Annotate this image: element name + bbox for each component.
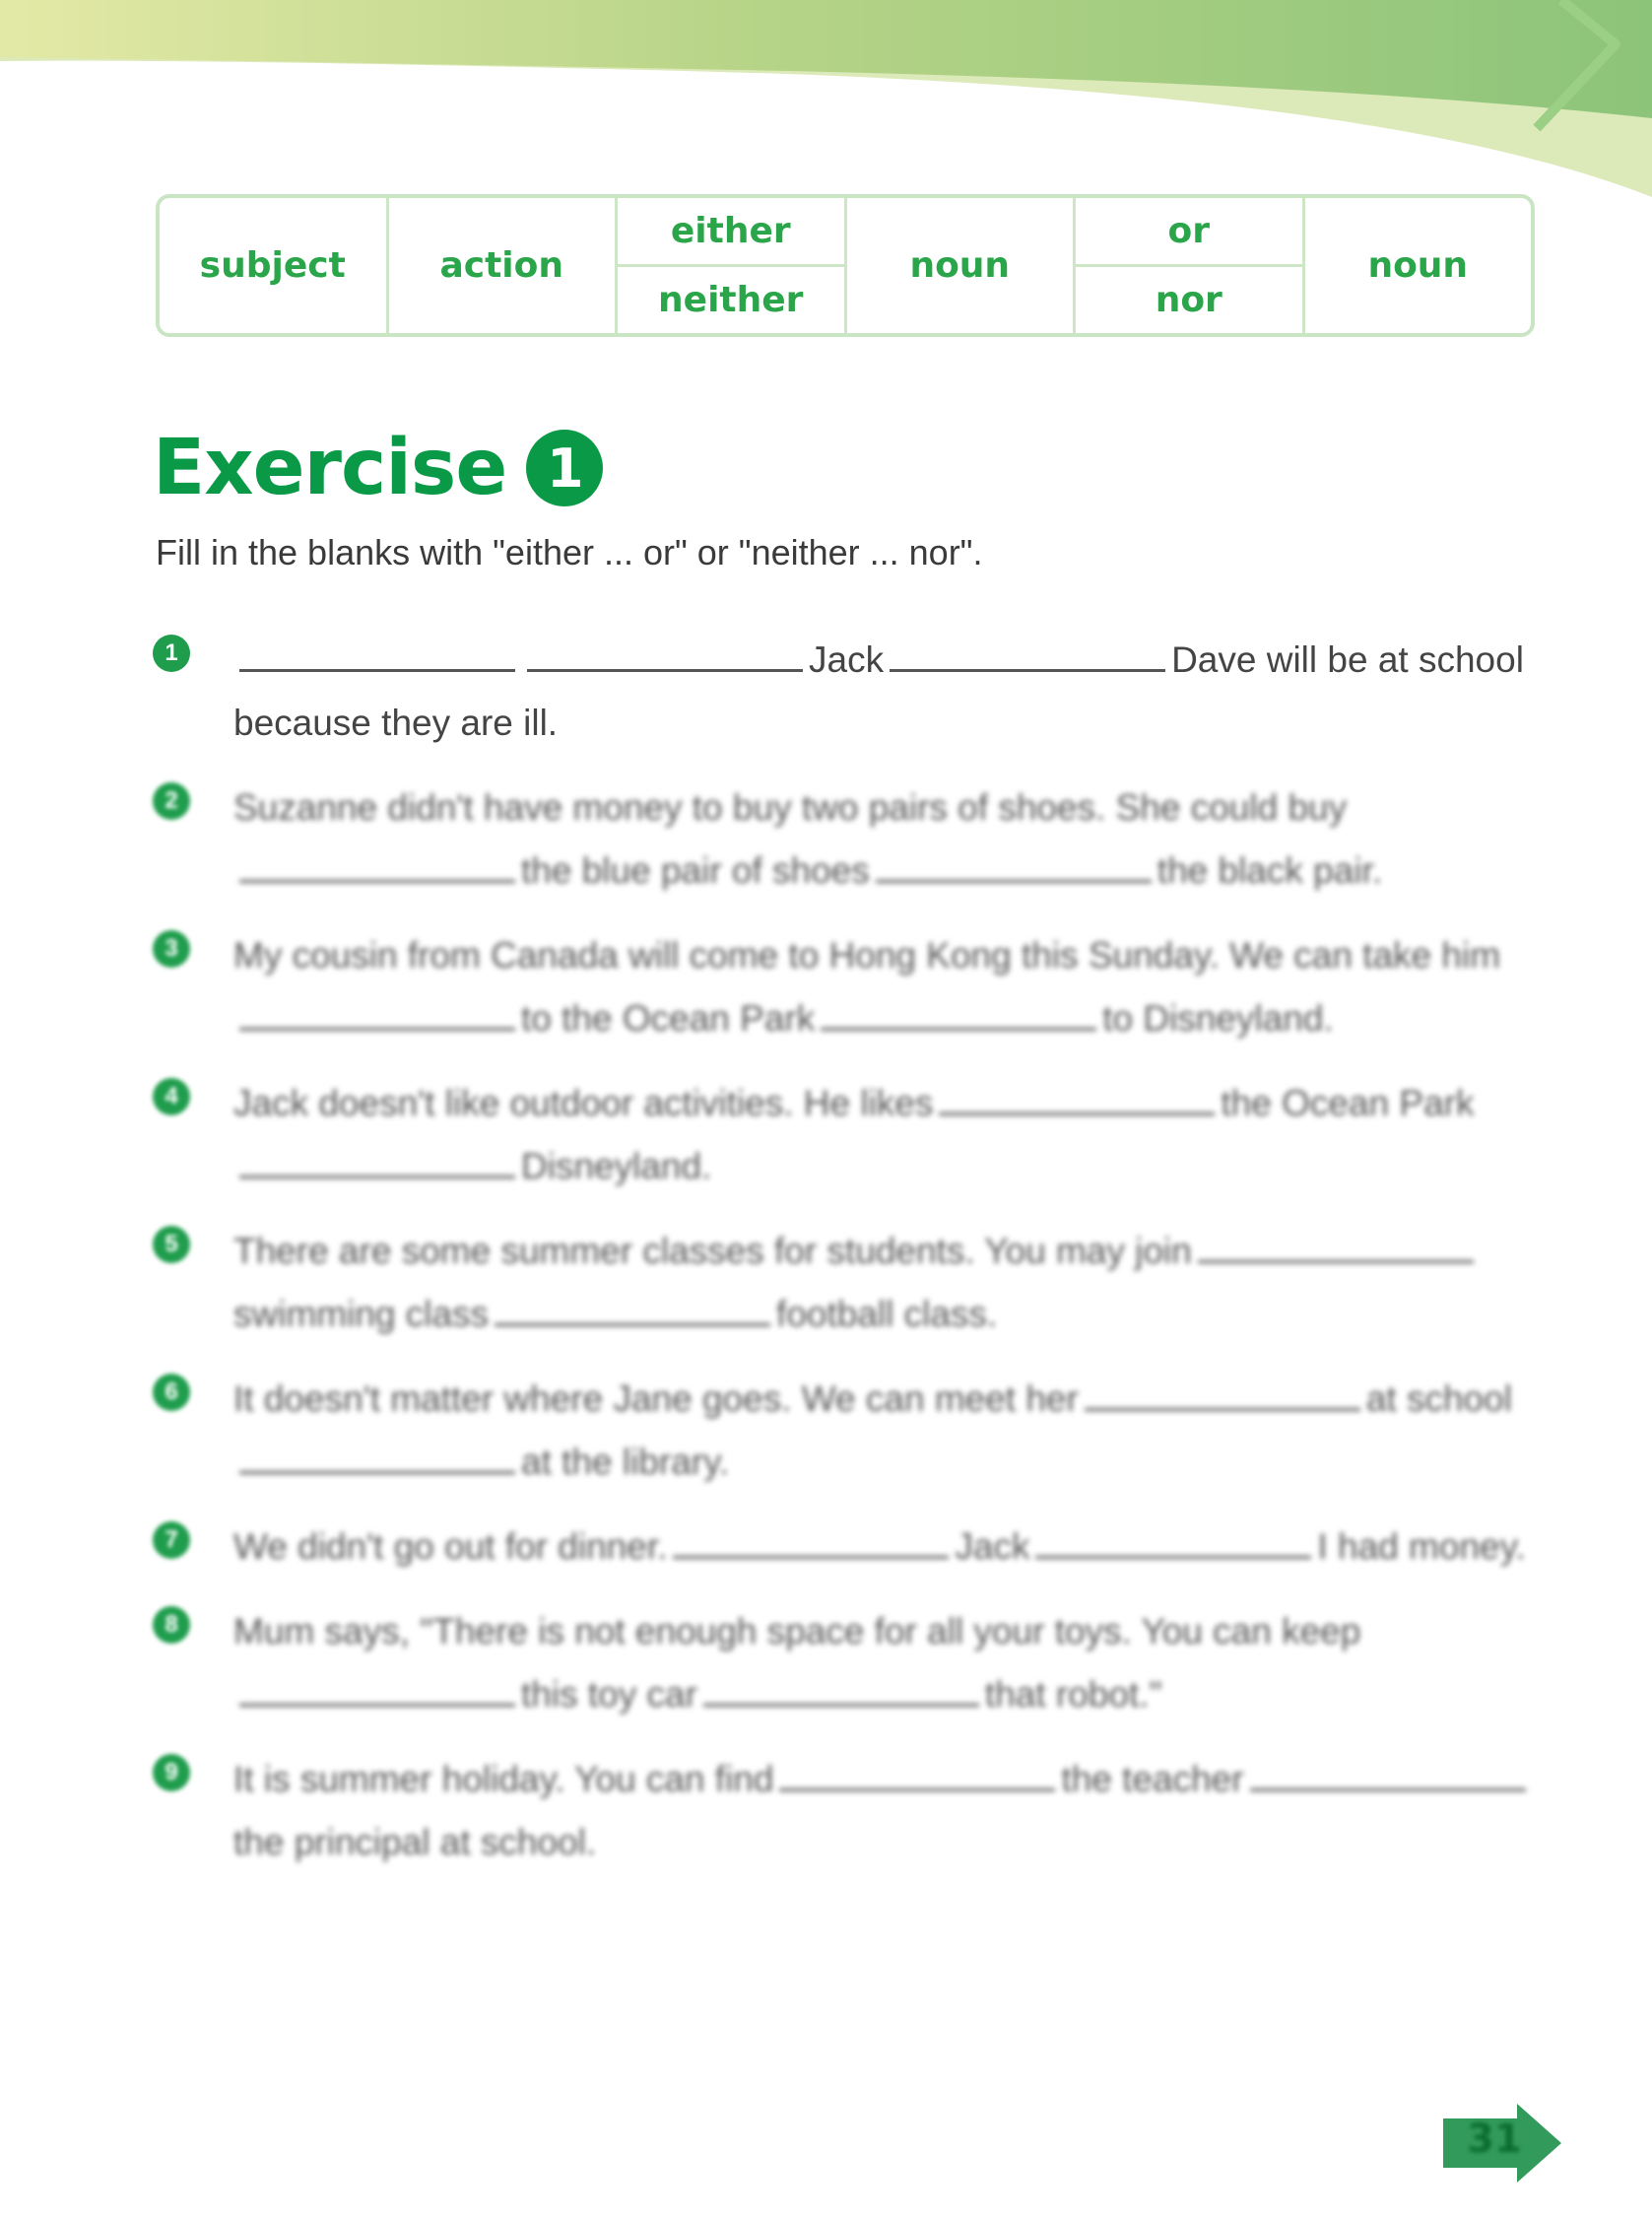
table-cell-either-neither [618,198,847,333]
question-text [233,629,1532,755]
question-text [233,1220,1532,1346]
exercise-instructions: Fill in the blanks with "either ... or" or "neither ... nor". [156,532,983,572]
question-text-segment: this toy car [521,1674,697,1714]
exercise-heading [153,419,603,517]
answer-blank[interactable] [1250,1749,1526,1791]
question-text [233,1368,1532,1494]
question-text-segment: that robot." [984,1674,1162,1714]
question-text-segment: the black pair. [1156,850,1383,891]
table-cell-subject: subject [160,198,389,333]
answer-blank[interactable] [703,1664,979,1707]
answer-blank[interactable] [821,988,1096,1031]
answer-blank[interactable] [939,1073,1215,1115]
question-text-segment: swimming class [233,1294,490,1334]
table-cell-action: action [389,198,619,333]
answer-blank[interactable] [673,1516,949,1559]
question-text-segment: the principal at school. [233,1822,597,1862]
question-number-badge: 7 [153,1521,190,1559]
question-text-segment: at the library. [521,1442,730,1482]
question-text [233,1748,1532,1874]
answer-blank[interactable] [239,1432,515,1474]
question-item [153,629,1532,755]
question-text-segment: to the Ocean Park [521,998,816,1039]
top-banner-decoration [0,0,1652,217]
question-text-segment: the teacher [1061,1759,1244,1799]
question-text-segment: It doesn't matter where Jane goes. We can meet her [233,1378,1079,1419]
answer-blank[interactable] [890,630,1165,672]
table-cell-or: or [1076,198,1302,267]
exercise-title: Exercise [153,424,507,512]
question-number-badge: 6 [153,1374,190,1411]
answer-blank[interactable] [779,1749,1055,1791]
question-text [233,1600,1532,1726]
question-text-segment: There are some summer classes for students. You may join [233,1231,1192,1271]
question-number-badge: 5 [153,1226,190,1263]
question-text-segment: I had money. [1317,1526,1526,1567]
question-text-segment: Dave will be at school because they are ill. [233,639,1524,743]
sentence-structure-table [156,194,1535,337]
question-item [153,776,1532,903]
question-text-segment: Jack [809,639,885,680]
question-number-badge: 3 [153,930,190,968]
question-text [233,776,1532,903]
question-item [153,1220,1532,1346]
question-text-segment: football class. [776,1294,998,1334]
answer-blank[interactable] [239,1664,515,1707]
question-text-segment: to Disneyland. [1102,998,1334,1039]
answer-blank[interactable] [527,630,803,672]
question-item [153,1072,1532,1198]
exercise-number-badge: 1 [526,430,603,506]
question-item [153,1368,1532,1494]
question-text-segment: Suzanne didn't have money to buy two pairs of shoes. She could buy [233,787,1348,828]
table-cell-either: either [618,198,844,267]
table-cell-or-nor [1076,198,1305,333]
question-list [153,629,1532,1896]
answer-blank[interactable] [1085,1369,1360,1411]
question-text-segment: Mum says, "There is not enough space for all your toys. You can keep [233,1611,1361,1651]
question-text-segment: We didn't go out for dinner. [233,1526,668,1567]
question-text-segment: Jack [955,1526,1030,1567]
answer-blank[interactable] [1198,1221,1474,1263]
question-text-segment: My cousin from Canada will come to Hong Kong this Sunday. We can take him [233,935,1501,975]
question-text-segment: the blue pair of shoes [521,850,870,891]
question-text-segment: Disneyland. [521,1146,712,1186]
answer-blank[interactable] [876,840,1152,883]
answer-blank[interactable] [495,1284,770,1326]
table-cell-noun-1: noun [847,198,1077,333]
question-text-segment: at school [1365,1378,1512,1419]
answer-blank[interactable] [239,840,515,883]
answer-blank[interactable] [239,988,515,1031]
answer-blank[interactable] [239,630,515,672]
question-text-segment: It is summer holiday. You can find [233,1759,774,1799]
question-text-segment: Jack doesn't like outdoor activities. He likes [233,1083,934,1123]
page-number: 31 [1467,2117,1522,2162]
answer-blank[interactable] [239,1136,515,1178]
table-cell-noun-2: noun [1367,245,1469,286]
question-text [233,1072,1532,1198]
question-number-badge: 2 [153,782,190,820]
question-item [153,924,1532,1050]
question-number-badge: 8 [153,1606,190,1644]
question-text [233,1515,1532,1579]
question-item [153,1600,1532,1726]
question-text [233,924,1532,1050]
answer-blank[interactable] [1035,1516,1311,1559]
question-item [153,1748,1532,1874]
question-number-badge: 1 [153,635,190,672]
question-number-badge: 4 [153,1078,190,1115]
table-cell-nor: nor [1155,280,1222,320]
question-text-segment: the Ocean Park [1221,1083,1475,1123]
table-cell-neither: neither [658,280,804,320]
question-number-badge: 9 [153,1754,190,1791]
question-item [153,1515,1532,1579]
